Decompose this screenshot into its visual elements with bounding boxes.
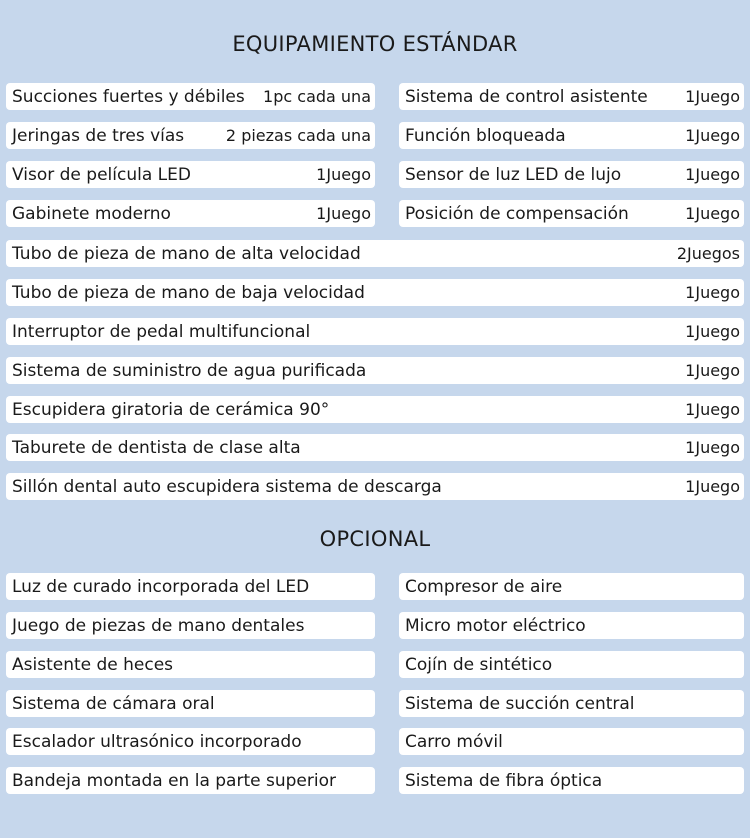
optional-item (399, 573, 744, 600)
item-qty: 1Juego (685, 165, 740, 184)
standard-item (399, 122, 744, 149)
optional-item (6, 612, 375, 639)
item-name: Sistema de fibra óptica (405, 770, 603, 791)
item-name: Escupidera giratoria de cerámica 90° (12, 399, 330, 420)
item-name: Escalador ultrasónico incorporado (12, 731, 302, 752)
optional-item (6, 728, 375, 755)
item-name: Gabinete moderno (12, 203, 171, 224)
item-name: Succiones fuertes y débiles (12, 86, 245, 107)
item-qty: 1Juego (685, 126, 740, 145)
item-name: Taburete de dentista de clase alta (12, 437, 301, 458)
item-qty: 1Juego (316, 204, 371, 223)
standard-item (6, 240, 744, 267)
standard-item (6, 200, 375, 227)
standard-item (399, 161, 744, 188)
item-name: Jeringas de tres vías (12, 125, 185, 146)
item-name: Posición de compensación (405, 203, 629, 224)
item-name: Cojín de sintético (405, 654, 553, 675)
item-qty: 1Juego (685, 283, 740, 302)
optional-item (399, 612, 744, 639)
item-qty: 1Juego (685, 204, 740, 223)
item-name: Sistema de suministro de agua purificada (12, 360, 367, 381)
item-qty: 2Juegos (676, 244, 740, 263)
item-name: Sensor de luz LED de lujo (405, 164, 622, 185)
item-name: Bandeja montada en la parte superior (12, 770, 336, 791)
standard-item (6, 83, 375, 110)
optional-item (399, 690, 744, 717)
optional-item (399, 767, 744, 794)
item-qty: 2 piezas cada una (225, 126, 371, 145)
optional-item (6, 690, 375, 717)
item-qty: 1Juego (685, 438, 740, 457)
item-name: Luz de curado incorporada del LED (12, 576, 310, 597)
standard-item (6, 279, 744, 306)
item-qty: 1Juego (685, 322, 740, 341)
item-qty: 1Juego (316, 165, 371, 184)
item-name: Sistema de succión central (405, 693, 635, 714)
item-name: Tubo de pieza de mano de alta velocidad (12, 243, 361, 264)
item-name: Juego de piezas de mano dentales (12, 615, 305, 636)
optional-item (399, 651, 744, 678)
standard-item (6, 473, 744, 500)
standard-item (6, 161, 375, 188)
optional-item (6, 767, 375, 794)
optional-item (6, 651, 375, 678)
standard-item (399, 83, 744, 110)
optional-item (399, 728, 744, 755)
standard-item (6, 357, 744, 384)
item-name: Compresor de aire (405, 576, 563, 597)
item-qty: 1Juego (685, 361, 740, 380)
standard-equipment-title: EQUIPAMIENTO ESTÁNDAR (232, 32, 518, 56)
item-name: Tubo de pieza de mano de baja velocidad (12, 282, 365, 303)
optional-title: OPCIONAL (319, 527, 431, 551)
item-name: Visor de película LED (12, 164, 191, 185)
item-name: Interruptor de pedal multifuncional (12, 321, 311, 342)
item-name: Micro motor eléctrico (405, 615, 586, 636)
item-name: Sistema de cámara oral (12, 693, 215, 714)
item-name: Carro móvil (405, 731, 503, 752)
optional-item (6, 573, 375, 600)
item-name: Sistema de control asistente (405, 86, 648, 107)
item-name: Sillón dental auto escupidera sistema de descarga (12, 476, 442, 497)
item-qty: 1Juego (685, 400, 740, 419)
standard-item (6, 122, 375, 149)
item-qty: 1pc cada una (263, 87, 371, 106)
standard-item (399, 200, 744, 227)
standard-item (6, 318, 744, 345)
item-name: Función bloqueada (405, 125, 566, 146)
item-qty: 1Juego (685, 477, 740, 496)
standard-item (6, 434, 744, 461)
item-name: Asistente de heces (12, 654, 174, 675)
standard-item (6, 396, 744, 423)
item-qty: 1Juego (685, 87, 740, 106)
